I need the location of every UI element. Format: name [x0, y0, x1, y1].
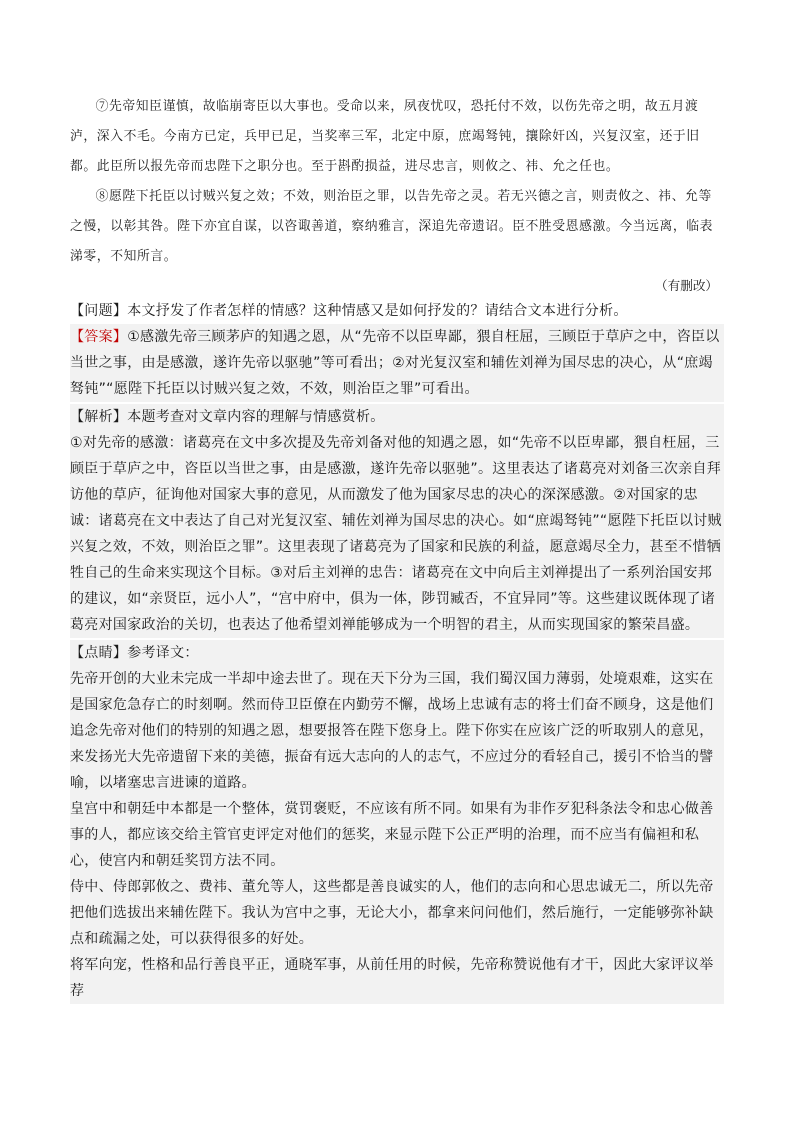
- answer-block: [70, 324, 724, 402]
- question-text: 本文抒发了作者怎样的情感？这种情感又是如何抒发的？请结合文本进行分析。: [127, 303, 628, 319]
- translation-paragraph: 侍中、侍郎郭攸之、费祎、董允等人，这些都是善良诚实的人，他们的志向和心思忠诚无二，所以先帝把他们选拔出来辅佐陛下。我认为宫中之事，无论大小，都拿来问问他们，然后施行，一定能够弥补缺点和疏漏之处，可以获得很多的好处。: [70, 879, 714, 947]
- question-block: [70, 298, 724, 324]
- analysis-body: ①对先帝的感激：诸葛亮在文中多次提及先帝刘备对他的知遇之恩，如“先帝不以臣卑鄙，猥自枉屈，三顾臣于草庐之中，咨臣以当世之事，由是感激，遂许先帝以驱驰”。这里表达了诸葛亮对刘备三次亲自拜访他的草庐，征询他对国家大事的意见，从而激发了他为国家尽忠的决心的深深感激。②对国家的忠诚：诸葛亮在文中表达了自己对光复汉室、辅佐刘禅为国尽忠的决心。如“庶竭驽钝”“愿陛下托臣以讨贼兴复之效，不效，则治臣之罪”。这里表现了诸葛亮为了国家和民族的利益，愿意竭尽全力，甚至不惜牺牲自己的生命来实现这个目标。③对后主刘禅的忠告：诸葛亮在文中向后主刘禅提出了一系列治国安邦的建议，如“亲贤臣，远小人”，“宫中府中，俱为一体，陟罚臧否，不宜异同”等。这些建议既体现了诸葛亮对国家政治的关切，也表达了他希望刘禅能够成为一个明智的君主，从而实现国家的繁荣昌盛。: [70, 435, 722, 633]
- translation-paragraph: 将军向宠，性格和品行善良平正，通晓军事，从前任用的时候，先帝称赞说他有才干，因此大家评议举荐: [70, 957, 714, 999]
- abridged-note: （有删改）: [655, 278, 718, 293]
- tip-block: [70, 640, 724, 1004]
- analysis-tag: 【解析】: [70, 409, 128, 425]
- source-paragraph-8: ⑧愿陛下托臣以讨贼兴复之效；不效，则治臣之罪，以告先帝之灵。若无兴德之言，则责攸之、祎、允等之慢，以彰其咎。陛下亦宜自谋，以咨诹善道，察纳雅言，深追先帝遗诏。臣不胜受恩感激。今当远离，临表涕零，不知所言。: [70, 189, 714, 264]
- tip-intro: 参考译文：: [127, 645, 199, 661]
- translation-paragraph: 先帝开创的大业未完成一半却中途去世了。现在天下分为三国，我们蜀汉国力薄弱，处境艰难，这实在是国家危急存亡的时刻啊。然而侍卫臣僚在内勤劳不懈，战场上忠诚有志的将士们奋不顾身，这是他们追念先帝对他们的特别的知遇之恩，想要报答在陛下您身上。陛下你实在应该广泛的听取别人的意见，来发扬光大先帝遗留下来的美德，振奋有远大志向的人的志气，不应过分的看轻自己，援引不恰当的譬喻，以堵塞忠言进谏的道路。: [70, 671, 714, 791]
- answer-text: ①感激先帝三顾茅庐的知遇之恩，从“先帝不以臣卑鄙，猥自枉屈，三顾臣于草庐之中，咨臣以当世之事，由是感激，遂许先帝以驱驰”等可看出；②对光复汉室和辅佐刘禅为国尽忠的决心，从“庶竭驽钝”“愿陛下托臣以讨贼兴复之效，不效，则治臣之罪”可看出。: [70, 329, 720, 397]
- analysis-intro: 本题考查对文章内容的理解与情感赏析。: [127, 409, 385, 425]
- source-text: [70, 92, 724, 272]
- analysis-block: [70, 404, 724, 638]
- source-paragraph-7: ⑦先帝知臣谨慎，故临崩寄臣以大事也。受命以来，夙夜忧叹，恐托付不效，以伤先帝之明，故五月渡泸，深入不毛。今南方已定，兵甲已足，当奖率三军，北定中原，庶竭驽钝，攘除奸凶，兴复汉室，还于旧都。此臣所以报先帝而忠陛下之职分也。至于斟酌损益，进尽忠言，则攸之、祎、允之任也。: [70, 99, 700, 174]
- question-tag: 【问题】: [70, 303, 128, 319]
- tip-tag: 【点睛】: [70, 645, 128, 661]
- tip-header: [70, 640, 724, 666]
- answer-tag: 【答案】: [70, 329, 128, 345]
- analysis-header: [70, 404, 724, 430]
- translation-paragraph: 皇宫中和朝廷中本都是一个整体，赏罚褒贬，不应该有所不同。如果有为非作歹犯科条法令和忠心做善事的人，都应该交给主管官吏评定对他们的惩奖，来显示陛下公正严明的治理，而不应当有偏袒和私心，使宫内和朝廷奖罚方法不同。: [70, 801, 714, 869]
- qa-section: [70, 298, 724, 1004]
- document-page: [70, 92, 724, 1004]
